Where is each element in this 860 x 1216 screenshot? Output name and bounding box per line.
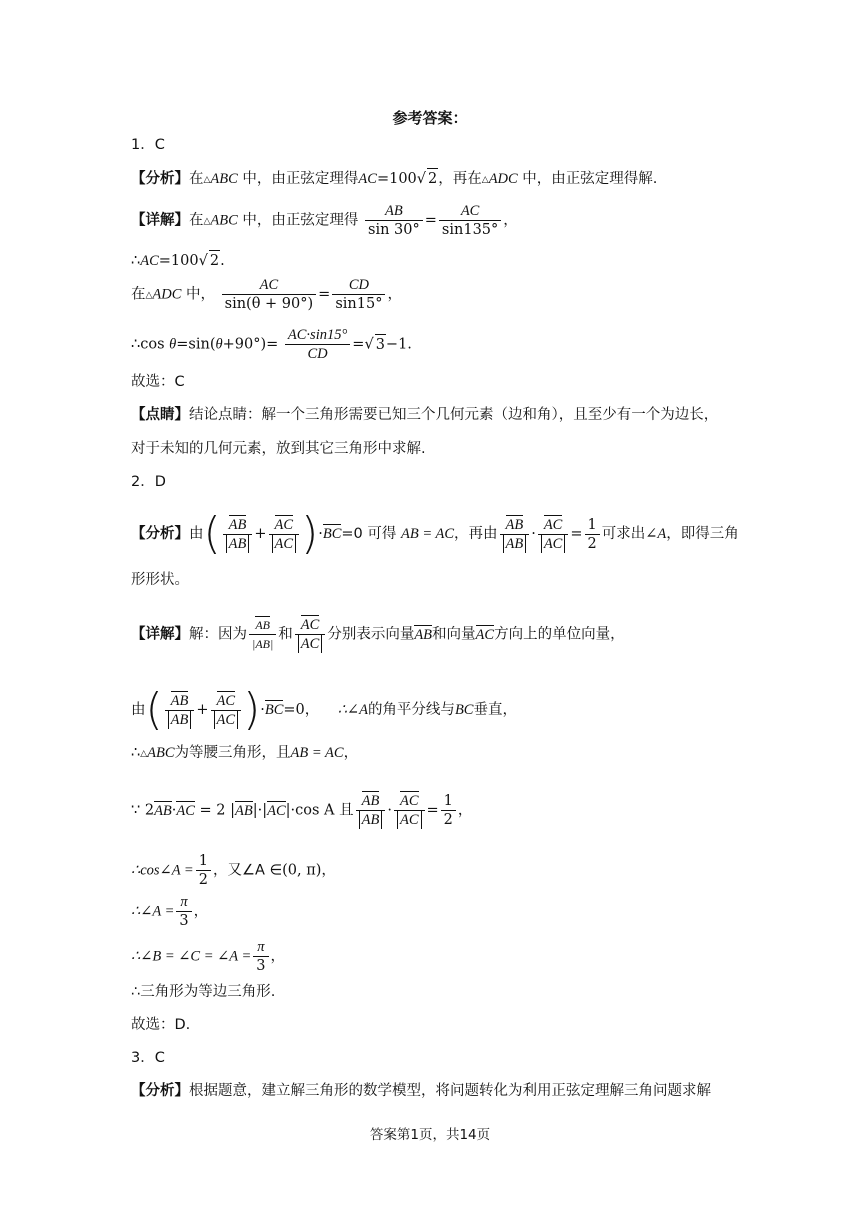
q3-analysis: 【分析】根据题意，建立解三角形的数学模型，将问题转化为利用正弦定理解三角问题求解 [131, 1083, 711, 1099]
q2-step3: ∴△ABC为等腰三角形，且AB = AC， [131, 745, 359, 761]
triangle-icon: △ [140, 749, 148, 759]
triangle-icon: △ [145, 290, 153, 301]
q2-step2: 由( $\frac{AB}{AB}$ + $\frac{AC}{AC}$ )·BC=0， ∴∠A的角平分线与BC垂直， [131, 684, 517, 735]
q2-choice: 故选：D. [131, 1017, 191, 1033]
page-title: 参考答案： [392, 109, 468, 127]
q2-number: 2．D [131, 474, 166, 490]
q2-step5: ∴cos∠A = $\frac{1}{2}$ ，又∠A ∈(0, π)， [131, 853, 336, 888]
unit-vector-ab: $\frac{AB}{AB}$ [356, 792, 386, 829]
fraction-half: $\frac{1}{2}$ [585, 516, 600, 553]
unit-vector-ab: $\frac{AB}{AB}$ [165, 692, 195, 729]
unit-vector-ac: $\frac{AC}{AC}$ [295, 616, 326, 653]
q1-step3: 在△ADC 中， $\frac{AC}{\sin(\theta + 90^\circ)}$ = $\frac{CD}{\sin 15^\circ}$ ， [131, 277, 402, 312]
q1-number: 1．C [131, 137, 165, 153]
unit-vector-ac: $\frac{AC}{AC}$ [538, 516, 569, 553]
q1-analysis: 【分析】在△ABC 中，由正弦定理得AC=100√ 2，再在△ADC 中，由正弦定理得解. [131, 168, 657, 190]
fraction: $\frac{AB}{\sin 30^\circ}$ [365, 202, 423, 239]
unit-vector-ab: $\frac{AB}{AB}$ [500, 516, 530, 553]
fraction: $\frac{CD}{\sin 15^\circ}$ [332, 276, 385, 313]
fraction: $\frac{AC\cdot\sin 15^\circ}{CD}$ [285, 326, 350, 363]
triangle-icon: △ [203, 216, 211, 227]
q1-comment-line1: 【点睛】结论点睛：解一个三角形需要已知三个几何元素（边和角），且至少有一个为边长， [131, 407, 719, 423]
unit-vector-ab: $\frac{AB}{AB}$ [223, 516, 253, 553]
q2-step6: ∴∠A = $\frac{\pi}{3}$ ， [131, 894, 209, 929]
q1-detail: 【详解】在△ABC 中，由正弦定理得 $\frac{AB}{\sin 30^\circ}$ = $\frac{AC}{\sin 135^\circ}$ ， [131, 203, 518, 238]
q1-step2: ∴AC=100√ 2. [131, 250, 225, 271]
q1-choice: 故选：C [131, 374, 185, 390]
q3-number: 3．C [131, 1050, 165, 1066]
page-footer: 答案第1页，共14页 [369, 1127, 491, 1143]
fraction-pi-3: $\frac{\pi}{3}$ [253, 938, 268, 975]
q2-step8: ∴三角形为等边三角形. [131, 984, 276, 1000]
fraction-half: $\frac{1}{2}$ [441, 792, 456, 829]
q1-step4: ∴cos θ=sin(θ+90°)= $\frac{AC\cdot\sin 15^\circ}{CD}$ =√ 3−1. [131, 327, 412, 362]
q2-step7: ∴∠B = ∠C = ∠A = $\frac{\pi}{3}$ ， [131, 939, 286, 974]
q2-detail: 【详解】解：因为 $\frac{AB}{|AB|}$ 和 $\frac{AC}{AC}$ 分别表示向量AB和向量AC方向上的单位向量， [131, 617, 625, 652]
fraction: $\frac{AC}{\sin(\theta + 90^\circ)}$ [222, 276, 317, 313]
triangle-icon: △ [481, 175, 489, 185]
unit-vector-ab: $\frac{AB}{|AB|}$ [249, 616, 276, 653]
q2-analysis-line2: 形形状。 [131, 572, 189, 588]
triangle-icon: △ [203, 175, 211, 185]
q2-step4: ∵ 2AB·AC = 2 |AB|·|AC|·cos A 且 $\frac{AB}{AB}$ · $\frac{AC}{AC}$ = $\frac{1}{2}$ ， [131, 793, 473, 828]
unit-vector-ac: $\frac{AC}{AC}$ [211, 692, 242, 729]
fraction: $\frac{AC}{\sin 135^\circ}$ [439, 202, 501, 239]
q2-analysis: 【分析】由( $\frac{AB}{AB}$ + $\frac{AC}{AC}$ )·BC=0 可得 AB = AC，再由 $\frac{AB}{AB}$ · $\frac{AC}{AC}$ = $\frac{1}{2}$ 可求出∠A，即得三角 [131, 508, 739, 559]
fraction-half: $\frac{1}{2}$ [196, 852, 211, 889]
fraction-pi-3: $\frac{\pi}{3}$ [176, 893, 191, 930]
unit-vector-ac: $\frac{AC}{AC}$ [394, 792, 425, 829]
q1-comment-line2: 对于未知的几何元素，放到其它三角形中求解. [131, 441, 426, 457]
unit-vector-ac: $\frac{AC}{AC}$ [269, 516, 300, 553]
